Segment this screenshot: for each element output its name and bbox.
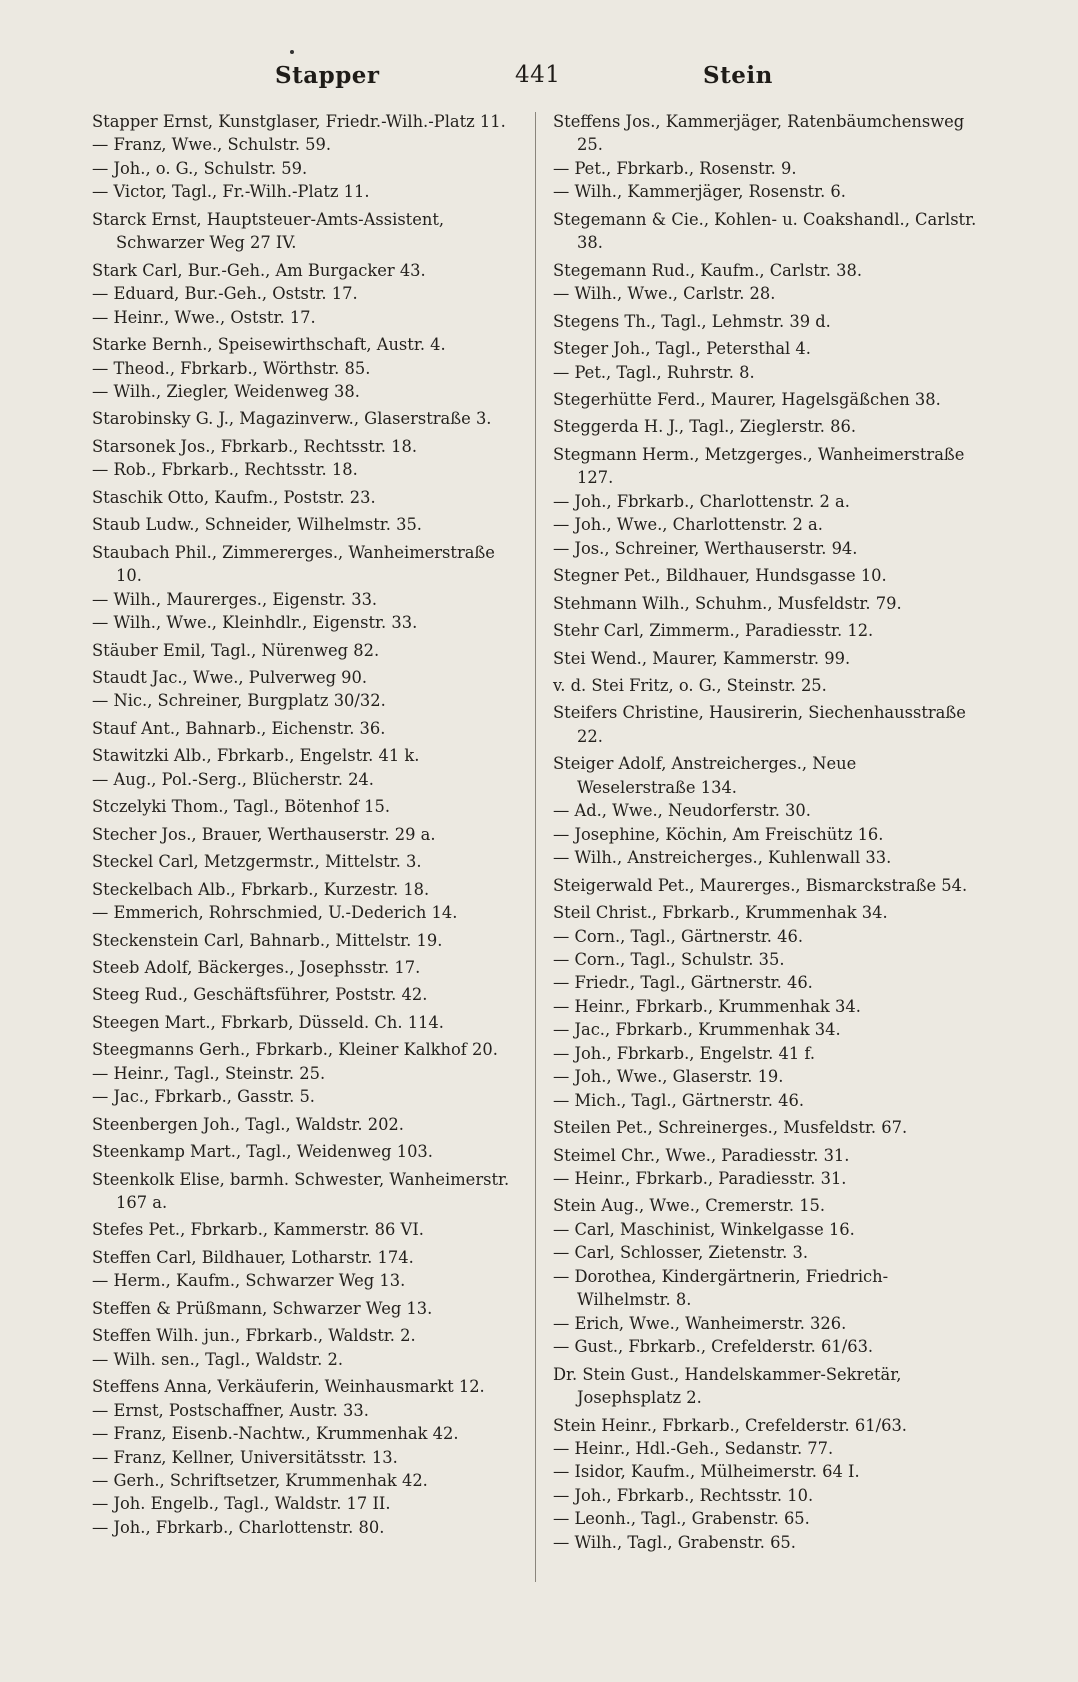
directory-entry: — Joh. Engelb., Tagl., Waldstr. 17 II. bbox=[92, 1494, 391, 1514]
directory-entry: Stawitzki Alb., Fbrkarb., Engelstr. 41 k. bbox=[92, 746, 420, 766]
directory-entry: — Heinr., Tagl., Steinstr. 25. bbox=[92, 1063, 326, 1083]
directory-entry: Steggerda H. J., Tagl., Zieglerstr. 86. bbox=[553, 417, 857, 437]
directory-entry: — Franz, Wwe., Schulstr. 59. bbox=[92, 135, 332, 155]
directory-entry: — Carl, Maschinist, Winkelgasse 16. bbox=[553, 1219, 855, 1239]
column-divider bbox=[535, 112, 536, 1582]
directory-entry: Steegen Mart., Fbrkarb, Düsseld. Ch. 114. bbox=[92, 1012, 444, 1032]
directory-entry: Steckel Carl, Metzgermstr., Mittelstr. 3. bbox=[92, 852, 422, 872]
directory-entry: — Wilh., Tagl., Grabenstr. 65. bbox=[553, 1532, 796, 1552]
directory-entry: — Nic., Schreiner, Burgplatz 30/32. bbox=[92, 691, 386, 711]
directory-entry: — Dorothea, Kindergärtnerin, Friedrich-Wilhelmstr. 8. bbox=[553, 1266, 889, 1310]
directory-entry: Stapper Ernst, Kunstglaser, Friedr.-Wilh.-Platz 11. bbox=[92, 112, 506, 131]
directory-entry: — Emmerich, Rohrschmied, U.-Dederich 14. bbox=[92, 903, 458, 923]
directory-entry: Stecher Jos., Brauer, Werthauserstr. 29 a. bbox=[92, 824, 436, 844]
directory-entry: — Joh., o. G., Schulstr. 59. bbox=[92, 158, 308, 178]
directory-entry: Steeg Rud., Geschäftsführer, Poststr. 42. bbox=[92, 985, 428, 1005]
directory-entry: Staudt Jac., Wwe., Pulverweg 90. bbox=[92, 667, 368, 687]
directory-entry: — Joh., Fbrkarb., Rechtsstr. 10. bbox=[553, 1485, 814, 1505]
header-left-word: Stapper bbox=[275, 62, 380, 89]
directory-entry: — Eduard, Bur.-Geh., Oststr. 17. bbox=[92, 284, 358, 304]
directory-entry: — Aug., Pol.-Serg., Blücherstr. 24. bbox=[92, 769, 374, 789]
directory-entry: v. d. Stei Fritz, o. G., Steinstr. 25. bbox=[553, 675, 827, 695]
directory-entry: Steger Joh., Tagl., Petersthal 4. bbox=[553, 339, 811, 359]
directory-entry: Steimel Chr., Wwe., Paradiesstr. 31. bbox=[553, 1145, 850, 1165]
left-column bbox=[92, 110, 517, 1539]
directory-entry: Steegmanns Gerh., Fbrkarb., Kleiner Kalkhof 20. bbox=[92, 1040, 498, 1060]
directory-entry: Steckelbach Alb., Fbrkarb., Kurzestr. 18. bbox=[92, 879, 430, 899]
directory-entry: Stegemann Rud., Kaufm., Carlstr. 38. bbox=[553, 260, 863, 280]
directory-entry: Steffen & Prüßmann, Schwarzer Weg 13. bbox=[92, 1298, 433, 1318]
directory-entry: — Wilh., Ziegler, Weidenweg 38. bbox=[92, 381, 360, 401]
directory-entry: Dr. Stein Gust., Handelskammer-Sekretär, Josephsplatz 2. bbox=[553, 1364, 902, 1408]
directory-entry: — Gerh., Schriftsetzer, Krummenhak 42. bbox=[92, 1471, 428, 1491]
directory-entry: — Joh., Fbrkarb., Engelstr. 41 f. bbox=[553, 1043, 815, 1063]
directory-entry: — Leonh., Tagl., Grabenstr. 65. bbox=[553, 1509, 810, 1529]
directory-entry: Stegmann Herm., Metzgerges., Wanheimerstraße 127. bbox=[553, 444, 965, 488]
directory-entry: Steenkamp Mart., Tagl., Weidenweg 103. bbox=[92, 1142, 433, 1162]
directory-entry: Steckenstein Carl, Bahnarb., Mittelstr. 19. bbox=[92, 930, 443, 950]
directory-entry: — Carl, Schlosser, Zietenstr. 3. bbox=[553, 1243, 809, 1263]
directory-entry: Starke Bernh., Speisewirthschaft, Austr. 4. bbox=[92, 335, 446, 355]
directory-entry: — Josephine, Köchin, Am Freischütz 16. bbox=[553, 824, 884, 844]
directory-entry: — Franz, Eisenb.-Nachtw., Krummenhak 42. bbox=[92, 1424, 459, 1444]
directory-entry: Stegens Th., Tagl., Lehmstr. 39 d. bbox=[553, 311, 831, 331]
directory-entry: — Corn., Tagl., Schulstr. 35. bbox=[553, 949, 785, 969]
directory-entry: — Wilh., Anstreicherges., Kuhlenwall 33. bbox=[553, 848, 892, 868]
directory-entry: — Wilh., Wwe., Carlstr. 28. bbox=[553, 284, 776, 304]
directory-entry: Stegerhütte Ferd., Maurer, Hagelsgäßchen 38. bbox=[553, 389, 941, 409]
directory-entry: — Wilh., Wwe., Kleinhdlr., Eigenstr. 33. bbox=[92, 613, 418, 633]
right-column bbox=[553, 110, 978, 1554]
directory-entry: — Gust., Fbrkarb., Crefelderstr. 61/63. bbox=[553, 1337, 874, 1357]
directory-entry: Stegemann & Cie., Kohlen- u. Coakshandl., Carlstr. 38. bbox=[553, 209, 977, 253]
directory-entry: Starck Ernst, Hauptsteuer-Amts-Assistent, Schwarzer Weg 27 IV. bbox=[92, 209, 445, 253]
directory-entry: — Jac., Fbrkarb., Krummenhak 34. bbox=[553, 1020, 841, 1040]
directory-entry: Staubach Phil., Zimmererges., Wanheimerstraße 10. bbox=[92, 542, 495, 586]
directory-entry: — Erich, Wwe., Wanheimerstr. 326. bbox=[553, 1313, 847, 1333]
directory-entry: — Jos., Schreiner, Werthauserstr. 94. bbox=[553, 538, 858, 558]
directory-entry: Stein Heinr., Fbrkarb., Crefelderstr. 61/63. bbox=[553, 1415, 907, 1435]
directory-entry: — Joh., Wwe., Glaserstr. 19. bbox=[553, 1067, 784, 1087]
directory-entry: Staschik Otto, Kaufm., Poststr. 23. bbox=[92, 487, 376, 507]
directory-entry: Steffens Jos., Kammerjäger, Ratenbäumchensweg 25. bbox=[553, 112, 965, 155]
directory-entry: Steifers Christine, Hausirerin, Siechenhausstraße 22. bbox=[553, 703, 966, 746]
directory-entry: — Rob., Fbrkarb., Rechtsstr. 18. bbox=[92, 460, 358, 480]
directory-entry: — Herm., Kaufm., Schwarzer Weg 13. bbox=[92, 1271, 406, 1291]
directory-entry: Staub Ludw., Schneider, Wilhelmstr. 35. bbox=[92, 515, 422, 535]
page-number: 441 bbox=[515, 62, 561, 88]
directory-entry: Steigerwald Pet., Maurerges., Bismarckstraße 54. bbox=[553, 875, 968, 895]
directory-entry: — Pet., Fbrkarb., Rosenstr. 9. bbox=[553, 158, 797, 178]
directory-entry: — Franz, Kellner, Universitätsstr. 13. bbox=[92, 1447, 398, 1467]
directory-entry: Steiger Adolf, Anstreicherges., Neue Weselerstraße 134. bbox=[553, 754, 857, 797]
directory-entry: Stefes Pet., Fbrkarb., Kammerstr. 86 VI. bbox=[92, 1220, 424, 1240]
directory-entry: Stark Carl, Bur.-Geh., Am Burgacker 43. bbox=[92, 260, 426, 280]
directory-entry: — Victor, Tagl., Fr.-Wilh.-Platz 11. bbox=[92, 182, 370, 202]
directory-entry: — Joh., Fbrkarb., Charlottenstr. 80. bbox=[92, 1517, 385, 1537]
directory-entry: — Ad., Wwe., Neudorferstr. 30. bbox=[553, 801, 811, 821]
directory-entry: Stegner Pet., Bildhauer, Hundsgasse 10. bbox=[553, 566, 887, 586]
print-mark bbox=[290, 50, 294, 54]
directory-entry: Starobinsky G. J., Magazinverw., Glaserstraße 3. bbox=[92, 409, 492, 429]
directory-entry: — Joh., Wwe., Charlottenstr. 2 a. bbox=[553, 515, 823, 535]
directory-entry: Steil Christ., Fbrkarb., Krummenhak 34. bbox=[553, 903, 888, 923]
directory-entry: — Wilh. sen., Tagl., Waldstr. 2. bbox=[92, 1349, 344, 1369]
directory-entry: — Joh., Fbrkarb., Charlottenstr. 2 a. bbox=[553, 491, 850, 511]
directory-entry: — Mich., Tagl., Gärtnerstr. 46. bbox=[553, 1090, 804, 1110]
directory-entry: — Jac., Fbrkarb., Gasstr. 5. bbox=[92, 1087, 315, 1107]
directory-entry: — Corn., Tagl., Gärtnerstr. 46. bbox=[553, 926, 804, 946]
directory-entry: — Heinr., Hdl.-Geh., Sedanstr. 77. bbox=[553, 1439, 834, 1459]
directory-entry: — Theod., Fbrkarb., Wörthstr. 85. bbox=[92, 358, 371, 378]
directory-entry: Steilen Pet., Schreinerges., Musfeldstr. 67. bbox=[553, 1118, 908, 1138]
directory-entry: Steffen Wilh. jun., Fbrkarb., Waldstr. 2. bbox=[92, 1326, 416, 1346]
directory-entry: Stäuber Emil, Tagl., Nürenweg 82. bbox=[92, 640, 380, 660]
directory-entry: — Isidor, Kaufm., Mülheimerstr. 64 I. bbox=[553, 1462, 860, 1482]
directory-entry: — Pet., Tagl., Ruhrstr. 8. bbox=[553, 362, 755, 382]
directory-entry: Stauf Ant., Bahnarb., Eichenstr. 36. bbox=[92, 718, 386, 738]
directory-entry: — Heinr., Wwe., Oststr. 17. bbox=[92, 307, 316, 327]
directory-entry: Steffen Carl, Bildhauer, Lotharstr. 174. bbox=[92, 1247, 414, 1267]
directory-entry: Stczelyki Thom., Tagl., Bötenhof 15. bbox=[92, 797, 391, 817]
directory-entry: Stehr Carl, Zimmerm., Paradiesstr. 12. bbox=[553, 621, 874, 641]
directory-entry: Starsonek Jos., Fbrkarb., Rechtsstr. 18. bbox=[92, 436, 418, 456]
header-right-word: Stein bbox=[703, 62, 773, 89]
directory-entry: — Ernst, Postschaffner, Austr. 33. bbox=[92, 1400, 369, 1420]
directory-entry: Stein Aug., Wwe., Cremerstr. 15. bbox=[553, 1196, 826, 1216]
directory-entry: Steeb Adolf, Bäckerges., Josephsstr. 17. bbox=[92, 957, 421, 977]
directory-entry: Stehmann Wilh., Schuhm., Musfeldstr. 79. bbox=[553, 593, 902, 613]
directory-entry: — Heinr., Fbrkarb., Krummenhak 34. bbox=[553, 996, 861, 1016]
directory-entry: — Wilh., Kammerjäger, Rosenstr. 6. bbox=[553, 182, 846, 202]
directory-entry: — Heinr., Fbrkarb., Paradiesstr. 31. bbox=[553, 1169, 847, 1189]
directory-entry: — Wilh., Maurerges., Eigenstr. 33. bbox=[92, 589, 378, 609]
directory-entry: Steenkolk Elise, barmh. Schwester, Wanheimerstr. 167 a. bbox=[92, 1169, 510, 1213]
directory-entry: Steffens Anna, Verkäuferin, Weinhausmarkt 12. bbox=[92, 1377, 485, 1397]
directory-entry: Stei Wend., Maurer, Kammerstr. 99. bbox=[553, 648, 851, 668]
directory-entry: — Friedr., Tagl., Gärtnerstr. 46. bbox=[553, 973, 813, 993]
directory-entry: Steenbergen Joh., Tagl., Waldstr. 202. bbox=[92, 1114, 404, 1134]
